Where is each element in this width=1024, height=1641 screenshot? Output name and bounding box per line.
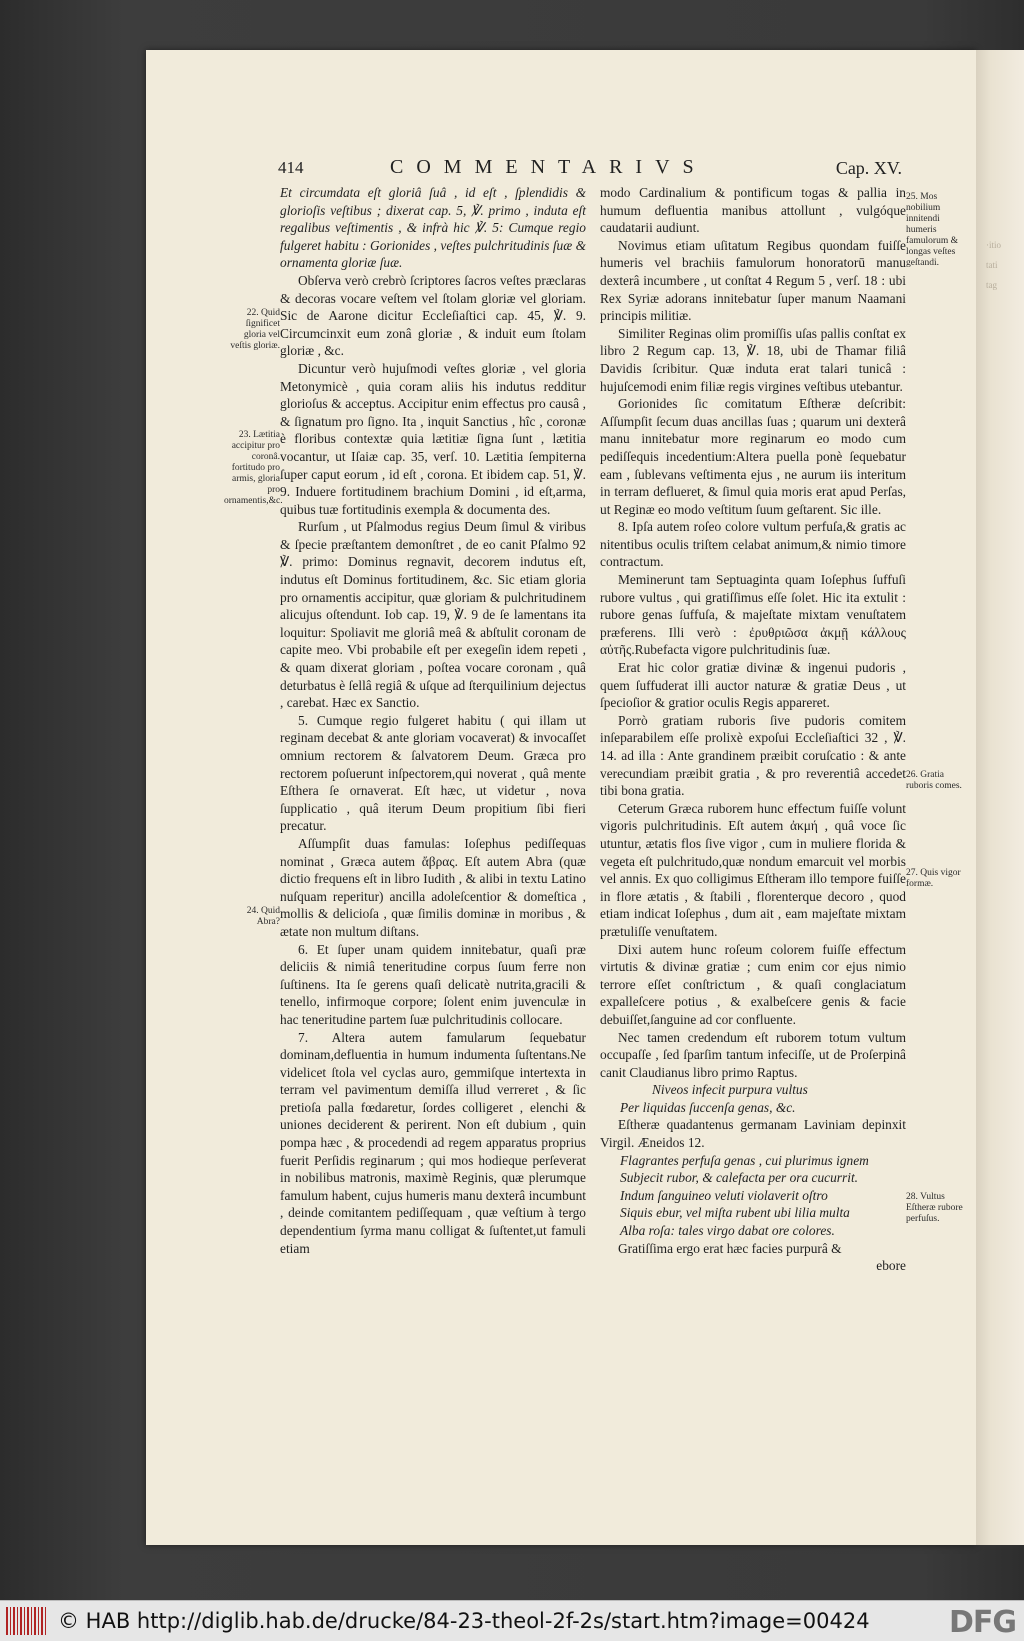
paragraph: Meminerunt tam Septuaginta quam Ioſephus ſuffuſi rubore vultus , qui gratiſſimus eſſe ſolet. Hic ita extulit : rubore genas ſuffuſa, & majeſtate mixtam venuſtatem præferens. Illi verò : ἐρυθριῶσα ἀκμῇ κάλλους αὐτῆς.Rubefacta vigore pulchritudinis ſuæ. <box>600 572 906 658</box>
paragraph: Dicuntur verò hujuſmodi veſtes gloriæ , vel gloria Metonymicè , quia coram aliis his indutus redditur glorioſus & acceptus. Accipitur enim effectus pro causâ , & ſignatum pro ſigno. Ita , inquit Sanctius , hîc , coronæ è floribus contextæ quia lætitiæ ſigna ſunt , lætitia vocantur, ut Iſaiæ cap. 35, verſ. 10. Lætitia ſempiterna ſuper caput eorum , id eſt , corona. Et ibidem cap. 51, ℣. 9. Induere fortitudinem brachium Domini , id eſt,arma, quibus tuæ fortitudinis exempla & documenta des. <box>280 360 586 517</box>
chapter-label: Cap. XV. <box>835 158 902 178</box>
paragraph: Porrò gratiam ruboris ſive pudoris comitem inſeparabilem eſſe prolixè expoſui Eccleſiaſtici 32 , ℣. 14. ad illa : Ante grandinem præibit coruſcatio : & ante verecundiam præibit gratia , & pro reverentiâ accedet tibi bona gratia. <box>600 712 906 799</box>
verse-line: Per liquidas ſuccenſa genas, &c. <box>620 1099 796 1115</box>
paragraph: Erat hic color gratiæ divinæ & ingenui pudoris , quem ſuffuderat illi auctor naturæ & gratiæ Deus , ut ſpecioſior & gratior oculis Regis appareret. <box>600 660 906 711</box>
marginal-note: 23. Lætitia accipitur pro coronâ. fortitudo pro armis, gloria pro ornamentis,&c. <box>224 430 283 506</box>
marginal-note: 22. Quid ſignificet gloria vel veſtis gloriæ. <box>230 308 280 351</box>
barcode-icon <box>6 1607 46 1635</box>
footer-bar <box>0 1600 1024 1641</box>
marginal-note: 26. Gratia ruboris comes. <box>906 770 962 791</box>
catchword: ebore <box>876 1258 906 1274</box>
paragraph: 7. Altera autem famularum ſequebatur dominam,defluentia in humum indumenta ſuſtentans.Ne videlicet ſtola vel cyclas auro, gemmiſque intertexta in terram vel pavimentum demiſſa illud verreret , & ſic pretioſa palla fœdaretur, ſordes colligeret , elenchi & uniones deciderent & perirent. Non eſt dubium , quin pompa hæc , & procedendi ad regem apparatus proprius fuerit Perſidis reginarum ; qui mos hodieque perſeverat in nobilibus matronis, maximè Reginis, quæ plerumque famulum habent, cujus humeris manu dexterâ incumbunt , deinde comitantem pediſſequam , quæ veſtium à tergo dependentium ſyrma manu colligat & ſuſtentet,ut famuli etiam <box>280 1029 586 1256</box>
paragraph: 5. Cumque regio fulgeret habitu ( qui illam ut reginam decebat & ante gloriam vocaverat) & invocaſſet omnium rectorem & ſalvatorem Deum. Græca pro rectorem poſuerunt inſpectorem,qui noverat , quâ mente Eſthera ſe ornaverat. Eſt hæc, ut videtur , nova ſupplicatio , quâ iterum Deum propitium ſibi fieri precatur. <box>280 712 586 834</box>
marginal-note: 28. Vultus Eſtheræ rubore perfuſus. <box>906 1192 963 1224</box>
paragraph: Novimus etiam uſitatum Regibus quondam fuiſſe humeris vel brachiis famulorum honoratorū manu dexterâ incumbere , ut conſtat 4 Regum 5 , verſ. 18 : ubi Rex Syriæ adorans innitebatur ſuper manum Naamani principis militiæ. <box>600 237 906 324</box>
paragraph: 8. Ipſa autem roſeo colore vultum perfuſa,& gratis ac nitentibus oculis triſtem celabat animum,& nimio timore contractum. <box>600 519 906 570</box>
paragraph: Eſtheræ quadantenus germanam Laviniam depinxit Virgil. Æneidos 12. <box>600 1117 906 1151</box>
paragraph: Obſerva verò crebrò ſcriptores ſacros veſtes præclaras & decoras vocare veſtem vel ſtolam gloriæ vel gloriam. Sic de Aarone dicitur Eccleſiaſtici cap. 45, ℣. 9. Circumcinxit eum zonâ gloriæ , & induit eum ſtolam gloriæ , &c. <box>280 272 586 359</box>
marginal-note: 24. Quid Abra? <box>246 906 280 927</box>
verse-line: Flagrantes perfuſa genas , cui plurimus ignem <box>620 1152 869 1168</box>
paragraph: Gratiſſima ergo erat hæc facies purpurâ & <box>618 1240 842 1256</box>
marginal-note: 27. Quis vigor formæ. <box>906 868 961 889</box>
running-head <box>278 156 918 180</box>
footer-link[interactable]: © HAB http://diglib.hab.de/drucke/84-23-theol-2f-2s/start.htm?image=00424 <box>58 1609 870 1633</box>
paragraph: Dixi autem hunc roſeum colorem fuiſſe effectum virtutis & divinæ gratiæ ; cum enim cor ejus nimio terrore eſſet conſtrictum , & quaſi conglaciatum expalleſcere potius , & exalbeſcere genis & facie debuiſſet,ſanguine ad cor confluente. <box>600 941 906 1027</box>
verse-line: Siquis ebur, vel miſta rubent ubi lilia multa <box>620 1205 850 1221</box>
verse-line: Niveos infecit purpura vultus <box>652 1082 808 1098</box>
left-column <box>280 184 586 1257</box>
verse-line: Subjecit rubor, & calefacta per ora cucurrit. <box>620 1170 859 1186</box>
paragraph: Aſſumpſit duas famulas: Ioſephus pediſſequas nominat , Græca autem ἄβρας. Eſt autem Abra (quæ dictio frequens eſt in libro Iudith , & alibi in textu Latino nuſquam reperitur) ancilla adoleſcentior & domeſtica , mollis & delicioſa , quæ ſimilis dominæ in moribus , & ætate non multum diſtans. <box>280 835 586 939</box>
dfg-logo: DFG <box>948 1605 1016 1640</box>
paragraph: modo Cardinalium & pontificum togas & pallia in humum defluentia manibus attollunt , vulgóque caudatarii audiunt. <box>600 185 906 236</box>
right-column <box>600 184 906 1275</box>
paragraph: Rurſum , ut Pſalmodus regius Deum ſimul & viribus & ſpecie præſtantem demonſtret , de eo canit Pſalmo 92 ℣. primo: Dominus regnavit, decorem indutus eſt, indutus eſt Dominus fortitudinem, &c. Sic etiam gloria pro ornamentis accipitur, quæ gloriam & pulchritudinem alicujus oſtendunt. Iob cap. 19, ℣. 9 de ſe lamentans ita loquitur: Spoliavit me gloriâ meâ & abſtulit coronam de capite meo. Vbi probabile eſt per exegeſin idem repeti , & quam dixerat gloriam , poſtea vocare coronam , quâ deturbatus è ſellâ regiâ & uſque ad ſterquilinium dejectus , carebat. Hæc ex Sanctio. <box>280 519 586 711</box>
facing-page-edge: ·itio tati tag <box>976 50 1024 1545</box>
paragraph: 6. Et ſuper unam quidem innitebatur, quaſi præ deliciis & nimiâ teneritudine corpus ſuum ferre non ſuſtinens. Ita ſe gerens quaſi delicatè nutrita,gracili & tenello, infirmoque corpore; ſolent enim juvenculæ in hac teneritudine partem ſuæ pulchritudinis collocare. <box>280 941 586 1027</box>
paragraph: Similiter Reginas olim promiſſis uſas pallis conſtat ex libro 2 Regum cap. 13, ℣. 18, ubi de Thamar filiâ Davidis ſcribitur. Quæ induta erat talari tunicâ : hujuſcemodi enim filiæ regis virgines veſtibus utebantur. <box>600 325 906 394</box>
paragraph: Et circumdata eſt gloriâ ſuâ , id eſt , ſplendidis & glorioſis veſtibus ; dixerat cap. 5, ℣. primo , induta eſt regalibus veſtimentis , & infrà hic ℣. 5: Cumque regio fulgeret habitu : Gorionides , veſtes pulchritudinis ſuæ & ornamenta gloriæ ſuæ. <box>280 185 586 271</box>
verse-line: Alba roſa: tales virgo dabat ore colores. <box>620 1223 835 1239</box>
marginal-note: 25. Mos nobilium innitendi humeris famulorum & longas veſtes geſtandi. <box>906 192 958 268</box>
paragraph: Gorionides ſic comitatum Eſtheræ deſcribit: Aſſumpſit ſecum duas ancillas ſuas ; quarum uni dexterâ manu innitebatur more reginarum eo modo cum pediſſequis incedentium:Altera puella ponè ſequebatur eam , ſublevans veſtimenta ejus , ne aurum iis interitum in terram deflueret, & ſimul quia moris erat apud Perſas, ut Reginæ eo modo veſtitum ſuum geſtarent. Sic ille. <box>600 396 906 517</box>
paragraph: Ceterum Græca ruborem hunc effectum fuiſſe volunt vigoris pulchritudinis. Eſt autem ἀκμή , quâ voce ſic utuntur, ætatis flos ſive vigor , cum in muliere florida & vegeta eſt pulchritudo,quæ nondum emarcuit vel morbis vel annis. Ex quo colligimus Eſtheram illo tempore fuiſſe in flore ætatis , & ſtabili , florenterque decoro , quod etiam indicat Ioſephus , dum ait , eam majeſtate mixtam prætuliſſe venuſtatem. <box>600 800 906 939</box>
page-number: 414 <box>278 158 304 177</box>
verse-line: Indum ſanguineo veluti violaverit oſtro <box>620 1187 828 1203</box>
running-title: COMMENTARIVS <box>390 156 707 178</box>
paragraph: Nec tamen credendum eſt ruborem totum vultum occupaſſe , ſed ſparſim tantum infeciſſe, ut de Proſerpinâ canit Claudianus libro primo Raptus. <box>600 1029 906 1080</box>
